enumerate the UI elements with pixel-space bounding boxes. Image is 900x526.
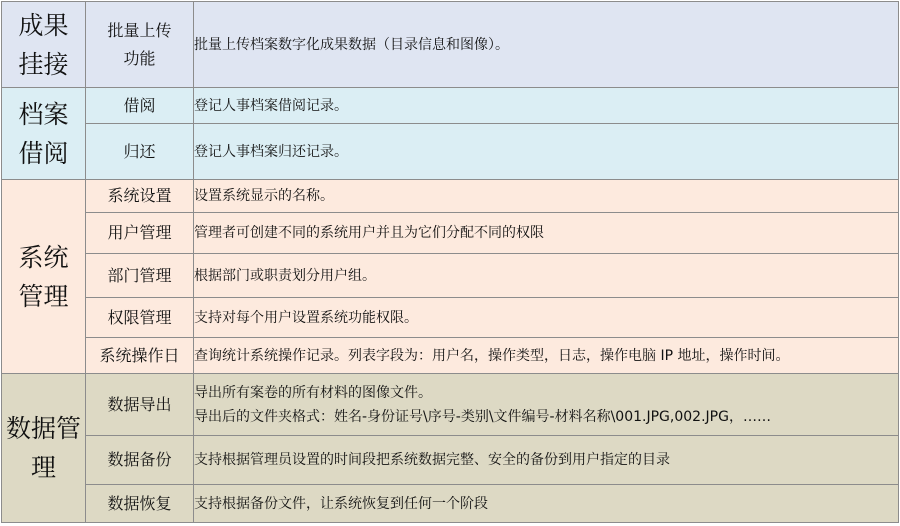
function-name-cell	[86, 124, 194, 180]
function-name-cell	[86, 338, 194, 374]
function-name: 用户管理	[107, 223, 172, 242]
category-label: 管理	[18, 281, 69, 311]
description-text: 登记人事档案归还记录。	[194, 143, 348, 160]
function-name-cell	[86, 374, 194, 436]
table-row	[2, 88, 899, 124]
description-cell	[194, 213, 899, 254]
description-cell	[194, 254, 899, 298]
description-text: 导出所有案卷的所有材料的图像文件。	[194, 384, 432, 401]
function-name-cell	[86, 213, 194, 254]
description-cell	[194, 2, 899, 88]
table-row	[2, 2, 899, 88]
function-name: 归还	[123, 141, 156, 161]
category-cell-data-management	[2, 374, 86, 523]
feature-table	[1, 1, 899, 523]
description-text: 查询统计系统操作记录。列表字段为：用户名，操作类型，日志，操作电脑 IP 地址，操作时间。	[194, 347, 790, 364]
description-text: 支持对每个用户设置系统功能权限。	[194, 309, 418, 326]
category-label: 成果	[18, 10, 69, 40]
description-text: 支持根据管理员设置的时间段把系统数据完整、安全的备份到用户指定的目录	[194, 452, 670, 468]
description-cell	[194, 124, 899, 180]
table-row	[2, 298, 899, 338]
description-cell	[194, 298, 899, 338]
table-row	[2, 374, 899, 436]
table-row	[2, 436, 899, 485]
function-name-cell	[86, 2, 194, 88]
function-name: 数据恢复	[107, 493, 172, 513]
function-name-cell	[86, 88, 194, 124]
category-label: 理	[30, 453, 56, 482]
function-name: 批量上传	[107, 20, 172, 40]
table-row	[2, 124, 899, 180]
function-name-cell	[86, 485, 194, 523]
description-text: 登记人事档案借阅记录。	[194, 97, 348, 114]
description-cell	[194, 436, 899, 485]
category-label: 系统	[18, 242, 69, 272]
category-cell-archive-borrow	[2, 88, 86, 180]
function-name: 系统操作日	[99, 345, 180, 365]
category-label: 挂接	[18, 49, 69, 79]
function-name: 系统设置	[107, 186, 172, 205]
table-row	[2, 180, 899, 213]
description-cell	[194, 88, 899, 124]
description-cell	[194, 180, 899, 213]
function-name-cell	[86, 180, 194, 213]
table-row	[2, 213, 899, 254]
description-cell	[194, 485, 899, 523]
description-cell	[194, 374, 899, 436]
description-text: 管理者可创建不同的系统用户并且为它们分配不同的权限	[194, 225, 544, 241]
table-row	[2, 254, 899, 298]
description-text: 设置系统显示的名称。	[194, 188, 334, 204]
category-label: 借阅	[18, 138, 69, 168]
description-text: 导出后的文件夹格式：姓名-身份证号\序号-类别\文件编号-材料名称\001.JPG,002.JPG，……	[194, 408, 771, 425]
category-label: 档案	[18, 99, 69, 129]
description-text: 根据部门或职责划分用户组。	[194, 267, 376, 284]
function-name: 数据导出	[107, 394, 172, 414]
table-row	[2, 485, 899, 523]
function-name: 借阅	[123, 95, 156, 115]
function-name-cell	[86, 436, 194, 485]
description-cell	[194, 338, 899, 374]
table-row	[2, 338, 899, 374]
function-name: 权限管理	[107, 307, 172, 327]
category-label: 数据管	[5, 414, 81, 443]
function-name: 部门管理	[107, 265, 172, 285]
category-cell-results-mount	[2, 2, 86, 88]
function-name: 功能	[123, 48, 156, 68]
category-cell-system-management	[2, 180, 86, 374]
description-text: 批量上传档案数字化成果数据（目录信息和图像）。	[194, 36, 509, 53]
function-name-cell	[86, 254, 194, 298]
function-name-cell	[86, 298, 194, 338]
description-text: 支持根据备份文件，让系统恢复到任何一个阶段	[194, 495, 488, 512]
function-name: 数据备份	[107, 450, 172, 469]
